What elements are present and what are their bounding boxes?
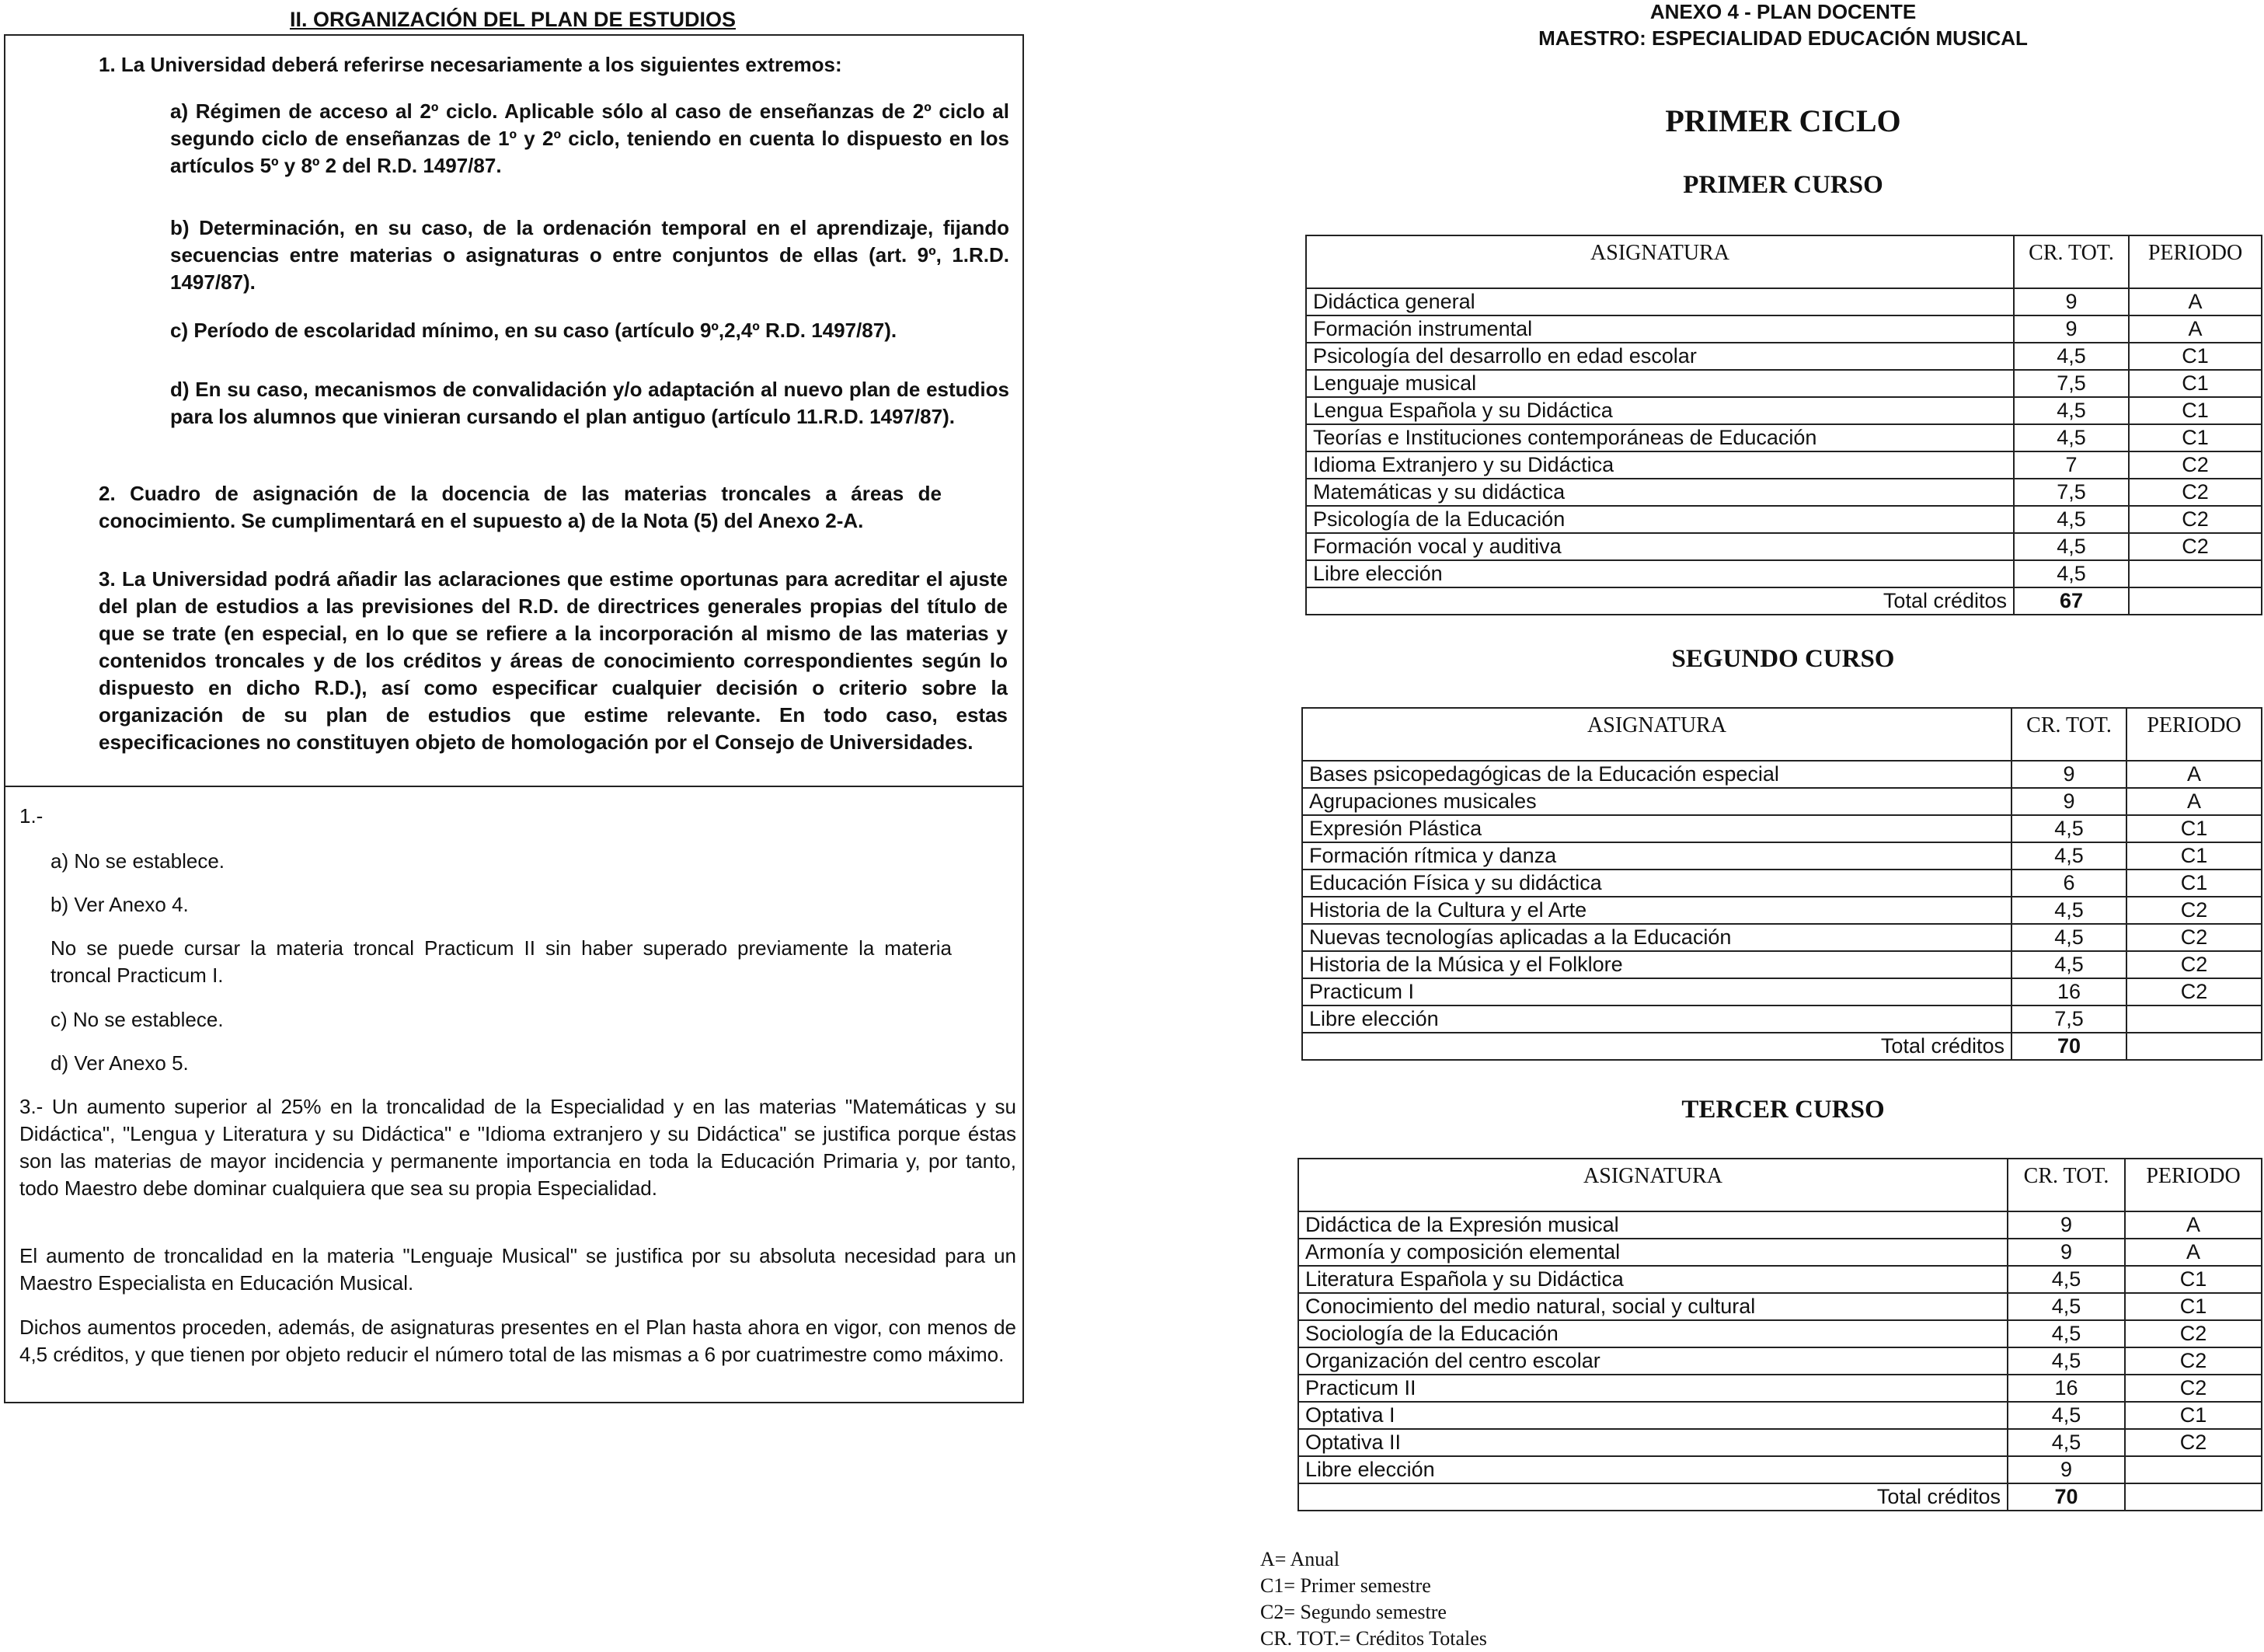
credits-cell: 4,5 [2014,533,2129,560]
credits-cell: 4,5 [2011,897,2126,924]
subject-cell: Educación Física y su didáctica [1302,870,2011,897]
course-title-1: PRIMER CURSO [1683,171,1883,199]
period-cell: A [2126,788,2262,815]
table-row [1298,1211,2262,1239]
credits-cell: 6 [2011,870,2126,897]
period-cell: A [2129,288,2262,315]
period-cell: C2 [2129,451,2262,479]
legend [1260,1546,1487,1652]
header-period: PERIODO [2125,1159,2262,1211]
header-period: PERIODO [2129,235,2262,288]
annex-header [1305,0,2261,24]
answer-1d: d) Ver Anexo 5. [51,1051,189,1075]
course-title-2: SEGUNDO CURSO [1671,645,1895,673]
subject-cell: Agrupaciones musicales [1302,788,2011,815]
cycle-title: PRIMER CICLO [1665,103,1901,138]
table-row [1298,1266,2262,1293]
subject-cell: Matemáticas y su didáctica [1306,479,2014,506]
subject-cell: Armonía y composición elemental [1298,1239,2008,1266]
credits-cell: 7,5 [2011,1005,2126,1033]
subject-cell: Bases psicopedagógicas de la Educación especial [1302,761,2011,788]
header-period: PERIODO [2126,708,2262,761]
table-row [1306,533,2262,560]
subject-cell: Practicum I [1302,978,2011,1005]
legend-item-anual: A= Anual [1260,1548,1340,1570]
period-cell: C2 [2126,924,2262,951]
answer-1b-note: No se puede cursar la materia troncal Practicum II sin haber superado previamente la materia troncal Practicum I. [51,936,952,987]
credits-cell: 9 [2008,1456,2125,1483]
table-row [1302,815,2262,842]
credits-cell: 4,5 [2014,397,2129,424]
period-cell: C2 [2126,978,2262,1005]
instruction-1c: c) Período de escolaridad mínimo, en su caso (artículo 9º,2,4º R.D. 1497/87). [170,319,897,342]
period-cell: A [2126,761,2262,788]
credits-cell: 4,5 [2011,924,2126,951]
table-row [1302,870,2262,897]
total-value: 67 [2014,587,2129,615]
table-row [1302,951,2262,978]
instruction-1b: b) Determinación, en su caso, de la ordenación temporal en el aprendizaje, fijando secuencias entre materias o asignaturas o entre conjuntos de ellas (art. 9º, 1.R.D. 1497/87). [170,216,1009,294]
answer-3: 3.- Un aumento superior al 25% en la troncalidad de la Especialidad y en las materias "Matemáticas y su Didáctica", "Lengua y Literatura y su Didáctica" e "Idioma extranjero y su Didáctica" se justifica porque éstas son las materias de mayor incidencia y permanente importancia en toda la Educación Primaria y, por tanto, todo Maestro debe dominar cualquiera que sea su propia Especialidad. [19,1095,1016,1200]
table-row [1306,424,2262,451]
total-period-empty [2125,1483,2262,1511]
subject-cell: Sociología de la Educación [1298,1320,2008,1347]
period-cell: C1 [2126,842,2262,870]
credits-cell: 4,5 [2008,1402,2125,1429]
period-cell: C1 [2125,1266,2262,1293]
subject-cell: Libre elección [1306,560,2014,587]
credits-cell: 9 [2011,761,2126,788]
table-row [1298,1347,2262,1375]
table-row [1306,451,2262,479]
subject-cell: Literatura Española y su Didáctica [1298,1266,2008,1293]
credits-cell: 9 [2014,315,2129,343]
credits-cell: 7,5 [2014,370,2129,397]
subject-cell: Psicología del desarrollo en edad escolar [1306,343,2014,370]
credits-cell: 7,5 [2014,479,2129,506]
credits-cell: 4,5 [2014,560,2129,587]
subject-cell: Historia de la Cultura y el Arte [1302,897,2011,924]
table-row [1306,397,2262,424]
period-cell: C1 [2129,397,2262,424]
subject-cell: Libre elección [1302,1005,2011,1033]
subject-cell: Practicum II [1298,1375,2008,1402]
table-row [1302,842,2262,870]
period-cell: C2 [2125,1429,2262,1456]
period-cell: C1 [2129,370,2262,397]
period-cell: A [2125,1211,2262,1239]
table-row [1302,788,2262,815]
subject-cell: Libre elección [1298,1456,2008,1483]
table-row [1298,1402,2262,1429]
course-table-1 [1305,235,2262,615]
instruction-1-intro: 1. La Universidad deberá referirse necesariamente a los siguientes extremos: [99,53,842,76]
instruction-2: 2. Cuadro de asignación de la docencia de las materias troncales a áreas de conocimiento. Se cumplimentará en el supuesto a) de la Nota (5) del Anexo 2-A. [99,482,942,532]
subject-cell: Idioma Extranjero y su Didáctica [1306,451,2014,479]
subject-cell: Formación vocal y auditiva [1306,533,2014,560]
instruction-1d: d) En su caso, mecanismos de convalidación y/o adaptación al nuevo plan de estudios para los alumnos que vinieran cursando el plan antiguo (artículo 11.R.D. 1497/87). [170,378,1009,428]
subject-cell: Didáctica general [1306,288,2014,315]
credits-cell: 4,5 [2008,1266,2125,1293]
subject-cell: Formación rítmica y danza [1302,842,2011,870]
table-header-row [1306,235,2262,288]
subject-cell: Conocimiento del medio natural, social y cultural [1298,1293,2008,1320]
header-credits: CR. TOT. [2014,235,2129,288]
total-value: 70 [2008,1483,2125,1511]
credits-cell: 4,5 [2014,424,2129,451]
instruction-3: 3. La Universidad podrá añadir las aclaraciones que estime oportunas para acreditar el ajuste del plan de estudios a las previsiones del R.D. de directrices generales propias del título de que se trate (en especial, en lo que se refiere a la incorporación al mismo de las materias y contenidos troncales y de los créditos y áreas de conocimiento correspondientes según lo dispuesto en dicho R.D.), así como especificar cualquier decisión o criterio sobre la organización de su plan de estudios que estime relevante. En todo caso, estas especificaciones no constituyen objeto de homologación por el Consejo de Universidades. [99,567,1008,754]
period-cell: C1 [2125,1293,2262,1320]
credits-cell: 4,5 [2014,506,2129,533]
instructions-box [4,34,1024,787]
credits-cell: 9 [2014,288,2129,315]
period-cell: C1 [2129,343,2262,370]
legend-item-crtot: CR. TOT.= Créditos Totales [1260,1627,1487,1650]
table-row [1298,1293,2262,1320]
total-value: 70 [2011,1033,2126,1060]
subject-cell: Psicología de la Educación [1306,506,2014,533]
answer-1c: c) No se establece. [51,1008,224,1031]
period-cell: C2 [2126,897,2262,924]
header-credits: CR. TOT. [2011,708,2126,761]
total-label: Total créditos [1298,1483,2008,1511]
course-rows [1302,761,2262,1033]
table-row [1306,479,2262,506]
table-row [1302,761,2262,788]
specialty-header: MAESTRO: ESPECIALIDAD EDUCACIÓN MUSICAL [1538,26,2028,50]
period-cell: C2 [2129,479,2262,506]
annex-label: ANEXO 4 - PLAN DOCENTE [1649,0,1917,23]
period-cell: C2 [2129,533,2262,560]
table-row [1298,1320,2262,1347]
legend-item-c2: C2= Segundo semestre [1260,1601,1447,1623]
table-header-row [1302,708,2262,761]
course-table-2 [1301,707,2262,1061]
period-cell: C1 [2129,424,2262,451]
credits-cell: 4,5 [2011,815,2126,842]
subject-cell: Organización del centro escolar [1298,1347,2008,1375]
course-rows [1298,1211,2262,1483]
subject-cell: Lenguaje musical [1306,370,2014,397]
subject-cell: Formación instrumental [1306,315,2014,343]
table-row [1298,1375,2262,1402]
table-header-row [1298,1159,2262,1211]
total-period-empty [2129,587,2262,615]
table-row [1306,560,2262,587]
total-label: Total créditos [1302,1033,2011,1060]
instruction-1a: a) Régimen de acceso al 2º ciclo. Aplicable sólo al caso de enseñanzas de 2º ciclo al segundo ciclo de enseñanzas de 1º y 2º ciclo, teniendo en cuenta lo dispuesto en los artículos 5º y 8º 2 del R.D. 1497/87. [170,99,1009,177]
header-subject: ASIGNATURA [1302,708,2011,761]
credits-cell: 16 [2008,1375,2125,1402]
table-row [1298,1239,2262,1266]
table-row [1306,288,2262,315]
table-row [1302,1005,2262,1033]
credits-cell: 4,5 [2014,343,2129,370]
answer-3-lenguaje: El aumento de troncalidad en la materia "Lenguaje Musical" se justifica por su absoluta necesidad para un Maestro Especialista en Educación Musical. [19,1244,1016,1295]
credits-cell: 4,5 [2011,951,2126,978]
table-row [1302,978,2262,1005]
subject-cell: Optativa I [1298,1402,2008,1429]
section-title: II. ORGANIZACIÓN DEL PLAN DE ESTUDIOS [289,8,737,31]
header-subject: ASIGNATURA [1298,1159,2008,1211]
table-row [1298,1456,2262,1483]
period-cell: C2 [2125,1347,2262,1375]
header-subject: ASIGNATURA [1306,235,2014,288]
table-row [1298,1429,2262,1456]
subject-cell: Lengua Española y su Didáctica [1306,397,2014,424]
course-rows [1306,288,2262,587]
credits-cell: 4,5 [2008,1429,2125,1456]
table-row [1306,370,2262,397]
credits-cell: 9 [2011,788,2126,815]
period-cell [2129,560,2262,587]
total-period-empty [2126,1033,2262,1060]
credits-cell: 4,5 [2008,1293,2125,1320]
credits-cell: 9 [2008,1239,2125,1266]
period-cell: C2 [2126,951,2262,978]
table-row [1302,924,2262,951]
total-row [1302,1033,2262,1060]
period-cell: A [2129,315,2262,343]
period-cell: C2 [2129,506,2262,533]
table-row [1306,315,2262,343]
answer-3-aumentos: Dichos aumentos proceden, además, de asignaturas presentes en el Plan hasta ahora en vigor, con menos de 4,5 créditos, y que tienen por objeto reducir el número total de las mismas a 6 por cuatrimestre como máximo. [19,1316,1016,1366]
credits-cell: 4,5 [2008,1347,2125,1375]
header-credits: CR. TOT. [2008,1159,2125,1211]
subject-cell: Nuevas tecnologías aplicadas a la Educación [1302,924,2011,951]
period-cell: C1 [2126,815,2262,842]
credits-cell: 16 [2011,978,2126,1005]
answer-1b: b) Ver Anexo 4. [51,893,189,916]
answer-1-label: 1.- [19,804,44,828]
subject-cell: Expresión Plástica [1302,815,2011,842]
answers-box [4,786,1024,1403]
period-cell [2126,1005,2262,1033]
answer-1a: a) No se establece. [51,849,225,873]
total-row [1306,587,2262,615]
credits-cell: 7 [2014,451,2129,479]
subject-cell: Didáctica de la Expresión musical [1298,1211,2008,1239]
course-title-3: TERCER CURSO [1681,1096,1885,1124]
total-row [1298,1483,2262,1511]
period-cell: A [2125,1239,2262,1266]
period-cell: C1 [2125,1402,2262,1429]
course-table-3 [1297,1158,2262,1511]
subject-cell: Historia de la Música y el Folklore [1302,951,2011,978]
period-cell: C1 [2126,870,2262,897]
table-row [1302,897,2262,924]
period-cell: C2 [2125,1375,2262,1402]
table-row [1306,506,2262,533]
legend-item-c1: C1= Primer semestre [1260,1574,1431,1597]
credits-cell: 9 [2008,1211,2125,1239]
period-cell [2125,1456,2262,1483]
credits-cell: 4,5 [2011,842,2126,870]
credits-cell: 4,5 [2008,1320,2125,1347]
subject-cell: Teorías e Instituciones contemporáneas de Educación [1306,424,2014,451]
subject-cell: Optativa II [1298,1429,2008,1456]
period-cell: C2 [2125,1320,2262,1347]
table-row [1306,343,2262,370]
total-label: Total créditos [1306,587,2014,615]
